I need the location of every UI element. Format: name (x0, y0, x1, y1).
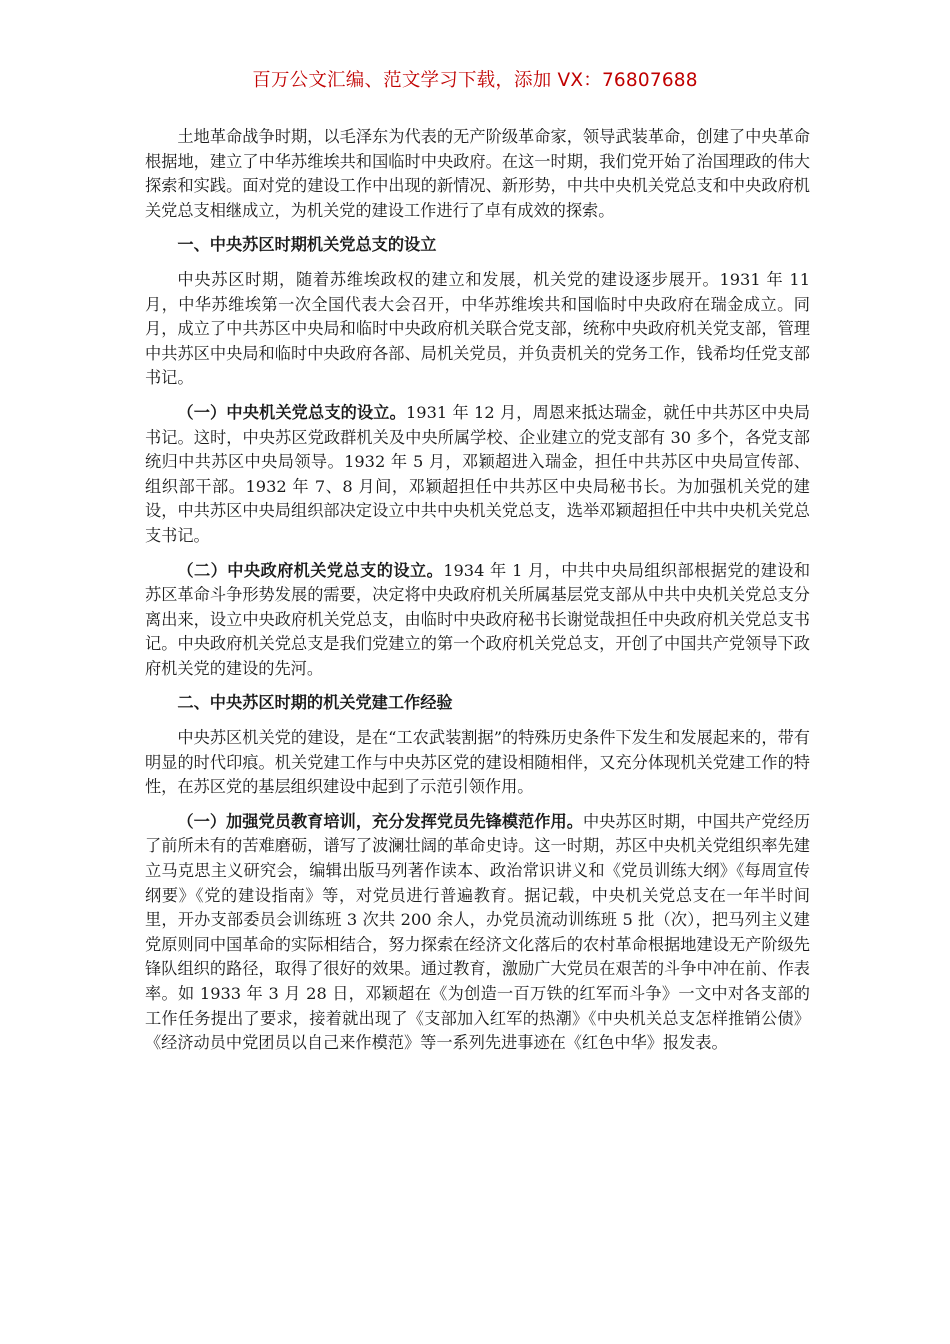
paragraph-text: 中央苏区时期，中国共产党经历了前所未有的苦难磨砺，谱写了波澜壮阔的革命史诗。这一时期，苏区中央机关党组织率先建立马克思主义研究会，编辑出版马列著作读本、政治常识讲义和《党员训练大纲》《每周宣传纲要》《党的建设指南》等，对党员进行普遍教育。据记载，中央机关党总支在一年半时间里，开办支部委员会训练班 3 次共 200 余人，办党员流动训练班 5 批（次），把马列主义建党原则同中国革命的实际相结合，努力探索在经济文化落后的农村革命根据地建设无产阶级先锋队组织的路径，取得了很好的效果。通过教育，激励广大党员在艰苦的斗争中冲在前、作表率。如 1933 年 3 月 28 日，邓颖超在《为创造一百万铁的红军而斗争》一文中对各支部的工作任务提出了要求，接着就出现了《支部加入红军的热潮》《中央机关总支怎样推销公债》《经济动员中党团员以自己来作模范》等一系列先进事迹在《红色中华》报发表。 (145, 811, 811, 1053)
section-1-paragraph-2 (145, 401, 810, 549)
section-2-heading: 二、中央苏区时期的机关党建工作经验 (177, 693, 453, 713)
section-1-paragraph-1: 中央苏区时期，随着苏维埃政权的建立和发展，机关党的建设逐步展开。1931 年 11 月，中华苏维埃第一次全国代表大会召开，中华苏维埃共和国临时中央政府在瑞金成立。同月，成立了中共苏区中央局和临时中央政府机关联合党支部，统称中央政府机关党支部，管理中共苏区中央局和临时中央政府各部、局机关党员，并负责机关的党务工作，钱希均任党支部书记。 (145, 269, 810, 388)
subheading-central-party-branch: （一）中央机关党总支的设立。 (177, 402, 406, 422)
subheading-government-party-branch: （二）中央政府机关党总支的设立。 (177, 560, 444, 580)
section-2-paragraph-2 (145, 810, 810, 1056)
subheading-member-education: （一）加强党员教育培训，充分发挥党员先锋模范作用。 (177, 811, 583, 831)
section-2-paragraph-1: 中央苏区机关党的建设，是在“工农武装割据”的特殊历史条件下发生和发展起来的，带有明显的时代印痕。机关党建工作与中央苏区党的建设相随相伴，又充分体现机关党建工作的特性，在苏区党的基层组织建设中起到了示范引领作用。 (145, 728, 810, 797)
paragraph-text: 1934 年 1 月，中共中央局组织部根据党的建设和苏区革命斗争形势发展的需要，决定将中央政府机关所属基层党支部从中共中央机关党总支分离出来，设立中央政府机关党总支，由临时中央政府秘书长谢觉哉担任中央政府机关党总支书记。中央政府机关党总支是我们党建立的第一个政府机关党总支，开创了中国共产党领导下政府机关党的建设的先河。 (145, 560, 811, 678)
section-1-paragraph-3 (145, 559, 810, 682)
article-body (145, 125, 810, 1066)
page-header-watermark: 百万公文汇编、范文学习下载，添加 VX：76807688 (252, 70, 698, 91)
paragraph-text: 1931 年 12 月，周恩来抵达瑞金，就任中共苏区中央局书记。这时，中央苏区党政群机关及中央所属学校、企业建立的党支部有 30 多个，各党支部统归中共苏区中央局领导。1932 年 5 月，邓颖超进入瑞金，担任中共苏区中央局宣传部、组织部干部。1932 年 7、8 月间，邓颖超担任中共苏区中央局秘书长。为加强机关党的建设，中共苏区中央局组织部决定设立中共中央机关党总支，选举邓颖超担任中共中央机关党总支书记。 (145, 402, 811, 545)
intro-paragraph: 土地革命战争时期，以毛泽东为代表的无产阶级革命家，领导武装革命，创建了中央革命根据地，建立了中华苏维埃共和国临时中央政府。在这一时期，我们党开始了治国理政的伟大探索和实践。面对党的建设工作中出现的新情况、新形势，中共中央机关党总支和中央政府机关党总支相继成立，为机关党的建设工作进行了卓有成效的探索。 (145, 127, 810, 220)
section-1-heading: 一、中央苏区时期机关党总支的设立 (177, 235, 437, 255)
